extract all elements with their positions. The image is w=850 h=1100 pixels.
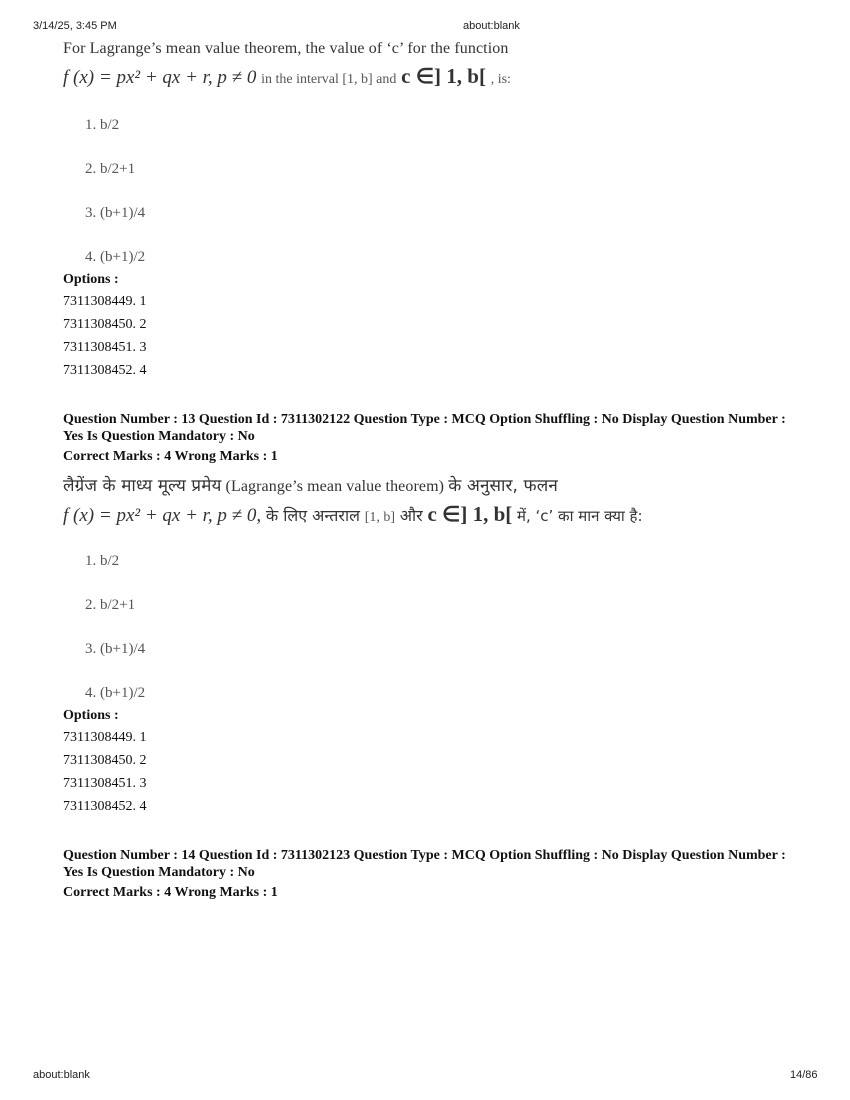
print-page-number: 14/86	[790, 1069, 818, 1081]
q13-hindi-end: में, ‘c’ का मान क्या है:	[517, 507, 643, 525]
q13-choice: 3. (b+1)/4	[85, 641, 146, 657]
q13-choice: 2. b/2+1	[85, 597, 136, 613]
q13-c-in: c ∈] 1, b[	[427, 502, 513, 526]
q12-c-in: c ∈] 1, b[	[401, 64, 486, 88]
q12-choice: 2. b/2+1	[85, 161, 136, 177]
q13-option: 7311308449. 1	[63, 730, 147, 745]
q13-option: 7311308452. 4	[63, 799, 147, 814]
q13-english-inline: (Lagrange’s mean value theorem)	[225, 478, 445, 495]
q12-question-text: For Lagrange’s mean value theorem, the value of ‘c’ for the function	[63, 40, 509, 57]
print-datetime: 3/14/25, 3:45 PM	[33, 20, 117, 32]
q14-meta: Question Number : 14 Question Id : 7311302123 Question Type : MCQ Option Shuffling : No Display Question Number : Yes Is Question Mandatory : No	[63, 848, 786, 880]
q13-marks: Correct Marks : 4 Wrong Marks : 1	[63, 449, 278, 464]
q13-interval: [1, b]	[364, 510, 396, 525]
q13-hindi-text: के अनुसार, फलन	[448, 476, 558, 496]
q12-options-label: Options :	[63, 272, 119, 287]
print-title: about:blank	[463, 20, 520, 32]
q12-choice: 1. b/2	[85, 117, 120, 133]
q13-hindi-text: लैग्रेंज के माध्य मूल्य प्रमेय	[63, 476, 222, 496]
q13-hindi-for: के लिए अन्तराल	[265, 506, 360, 525]
q12-formula	[63, 64, 511, 89]
q14-marks: Correct Marks : 4 Wrong Marks : 1	[63, 885, 278, 900]
q13-hindi-and: और	[399, 506, 423, 525]
q12-option: 7311308451. 3	[63, 340, 147, 355]
q13-option: 7311308450. 2	[63, 753, 147, 768]
q12-option: 7311308450. 2	[63, 317, 147, 332]
q12-question-image	[63, 40, 511, 89]
q13-options-label: Options :	[63, 708, 119, 723]
q12-option: 7311308449. 1	[63, 294, 147, 309]
q13-fx: f (x) = px² + qx + r, p ≠ 0,	[63, 505, 262, 526]
q12-suffix: , is:	[490, 72, 511, 87]
q12-fx: f (x) = px² + qx + r, p ≠ 0	[63, 67, 257, 88]
q12-choice: 3. (b+1)/4	[85, 205, 146, 221]
q13-formula	[63, 502, 643, 527]
q13-option: 7311308451. 3	[63, 776, 147, 791]
q12-interval-text: in the interval [1, b] and	[261, 72, 397, 87]
q13-choice: 4. (b+1)/2	[85, 685, 146, 701]
q12-choice: 4. (b+1)/2	[85, 249, 146, 265]
q13-choice: 1. b/2	[85, 553, 120, 569]
q13-question-image	[63, 473, 643, 527]
q12-option: 7311308452. 4	[63, 363, 147, 378]
print-footer-url: about:blank	[33, 1069, 90, 1081]
q13-meta: Question Number : 13 Question Id : 7311302122 Question Type : MCQ Option Shuffling : No Display Question Number : Yes Is Question Mandatory : No	[63, 412, 786, 444]
